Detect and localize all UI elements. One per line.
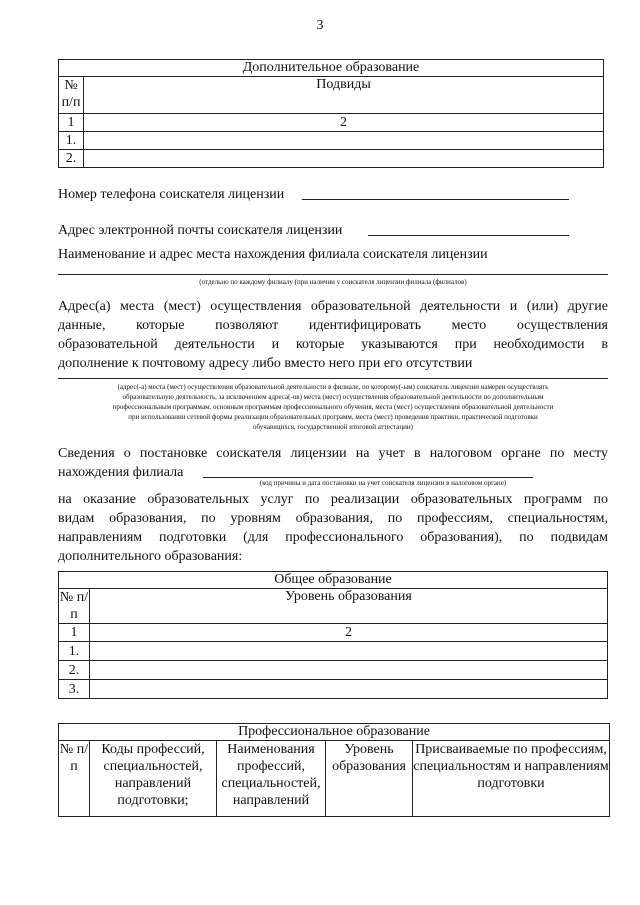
column-header-qualifications: Присваиваемые по профессиям, специальностям и направлениям подготовки	[413, 741, 610, 817]
page-number: 3	[316, 18, 324, 33]
column-header-level: Уровень образования	[90, 589, 608, 624]
table-row-number: 1.	[59, 132, 84, 150]
table-row-number: 3.	[59, 680, 90, 699]
address-line: Адрес(а) места (мест) осуществления образовательной деятельности и (или) другие	[58, 299, 608, 314]
index-cell: 1	[59, 114, 84, 132]
word: позволяют	[215, 318, 279, 333]
table-row-empty[interactable]	[90, 680, 608, 699]
tax-line: Сведения о постановке соискателя лицензии на учет в налоговом органе по месту	[58, 446, 608, 461]
table-row-empty[interactable]	[84, 132, 604, 150]
table-caption: Профессиональное образование	[59, 724, 610, 741]
address-line: образовательной деятельности и которые указываются при необходимости в	[58, 337, 608, 352]
note-line: (адрес(-а) места (мест) осуществления образовательной деятельности в филиале, по которому(-ым) соискатель лицензии намерен осуществлять	[117, 383, 549, 391]
column-header-codes: Коды профессий, специальностей, направлений подготовки;	[90, 741, 217, 817]
address-paragraph	[58, 297, 608, 373]
table-caption: Общее образование	[59, 572, 608, 589]
services-line: видам образования, по уровням образования, по профессиям, специальностям,	[58, 511, 608, 526]
address-line: дополнение к почтовому адресу либо вместо него при его отсутствии	[58, 356, 473, 371]
note-line: профессиональным программам, основным программам профессионального обучения, места (мест) осуществления образовательной деятельности	[112, 403, 554, 411]
word: идентифицировать	[308, 318, 422, 333]
note-line: при использовании сетевой формы реализации образовательных программ, места (мест) проведения практики, практической подготовки	[128, 413, 538, 421]
email-label: Адрес электронной почты соискателя лицензии	[58, 223, 343, 238]
column-header-number: № п/п	[59, 741, 90, 817]
column-header-names: Наименования профессий, специальностей, направлений	[217, 741, 326, 817]
email-field[interactable]	[368, 235, 569, 236]
table-row-empty[interactable]	[90, 642, 608, 661]
address-note	[58, 382, 608, 432]
tax-field[interactable]	[203, 477, 533, 478]
services-line: на оказание образовательных услуг по реализации образовательных программ по	[58, 492, 608, 507]
index-cell: 2	[84, 114, 604, 132]
branch-note: (отдельно по каждому филиалу (при наличии у соискателя лицензии филиала (филиалов)	[199, 278, 467, 286]
general-education-table	[58, 571, 608, 699]
services-line: дополнительного образования:	[58, 549, 243, 564]
professional-education-table	[58, 723, 610, 817]
word: место	[451, 318, 487, 333]
index-cell: 1	[59, 624, 90, 642]
column-header-subtypes: Подвиды	[84, 77, 604, 114]
table-row-number: 2.	[59, 150, 84, 168]
table-row-number: 2.	[59, 661, 90, 680]
services-line: направлениям подготовки (для профессионального образования), по подвидам	[58, 530, 608, 545]
word: данные,	[58, 318, 106, 333]
address-line	[58, 316, 608, 335]
phone-label: Номер телефона соискателя лицензии	[58, 187, 285, 202]
table-row-empty[interactable]	[90, 661, 608, 680]
column-header-number: № п/п	[59, 77, 84, 114]
table-caption: Дополнительное образование	[59, 60, 604, 77]
table-row-number: 1.	[59, 642, 90, 661]
address-field[interactable]	[58, 378, 608, 379]
branch-field[interactable]	[58, 274, 608, 275]
word: осуществления	[516, 318, 608, 333]
note-line: обучающихся, государственной итоговой аттестации)	[253, 423, 413, 431]
tax-note: (код причины и дата постановки на учет соискателя лицензии в налоговом органе)	[259, 479, 507, 487]
branch-label: Наименование и адрес места нахождения филиала соискателя лицензии	[58, 247, 488, 262]
phone-field[interactable]	[302, 199, 569, 200]
column-header-number: № п/п	[59, 590, 89, 622]
services-paragraph	[58, 490, 608, 566]
word: которые	[136, 318, 185, 333]
note-line: образовательную деятельность, за исключением адреса(-ов) места (мест) осуществления образовательной деятельности по дополнительным	[122, 393, 544, 401]
column-header-level: Уровень образования	[326, 741, 413, 817]
tax-line: нахождения филиала	[58, 465, 184, 480]
index-cell: 2	[90, 624, 608, 642]
additional-education-table	[58, 59, 604, 168]
table-row-empty[interactable]	[84, 150, 604, 168]
